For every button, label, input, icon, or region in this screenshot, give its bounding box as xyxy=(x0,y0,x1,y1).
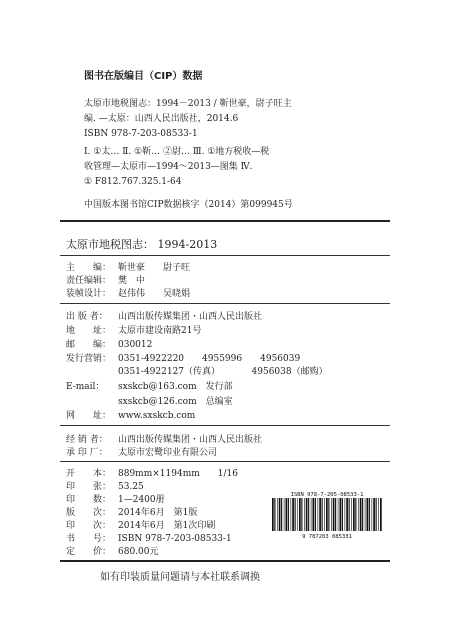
spec-label: 印 张： xyxy=(66,482,112,492)
cip-line: 太原市地税图志：1994－2013 / 靳世豪，尉子旺主 xyxy=(84,99,292,109)
credit-label: 主 编： xyxy=(66,263,112,273)
barcode-bar xyxy=(326,498,328,531)
spec-value: 1—2400册 xyxy=(118,495,165,505)
barcode-bar xyxy=(286,498,288,531)
barcode-bar xyxy=(380,498,382,531)
barcode-bar xyxy=(304,498,305,531)
barcode-bar xyxy=(369,498,370,531)
barcode-bar xyxy=(340,498,342,531)
barcode-bar xyxy=(328,498,329,531)
barcode-bar xyxy=(342,498,343,531)
barcode-bar xyxy=(372,498,373,531)
credit-value: 靳世豪 尉子旺 xyxy=(118,263,191,273)
credit-label: 责任编辑： xyxy=(66,276,112,286)
barcode-bar xyxy=(301,498,302,531)
barcode-bar xyxy=(346,498,348,531)
barcode-bar xyxy=(338,498,339,531)
publisher-label: 地 址： xyxy=(66,326,112,336)
barcode-bar xyxy=(308,498,309,531)
barcode-bar xyxy=(299,498,301,531)
publisher-value: 0351-4922220 4955996 4956039 xyxy=(118,354,301,364)
barcode-bar xyxy=(292,498,294,531)
barcode-bar xyxy=(367,498,369,531)
barcode-bar xyxy=(376,498,377,531)
publisher-label: 网 址： xyxy=(66,411,112,421)
barcode-bar xyxy=(313,498,315,531)
spec-label: 印 数： xyxy=(66,495,112,505)
book-title: 太原市地税图志： 1994-2013 xyxy=(66,238,218,251)
publisher-value: www.sxskcb.com xyxy=(118,411,196,421)
barcode-bar xyxy=(306,498,308,531)
barcode-bar xyxy=(277,498,278,531)
barcode-bar xyxy=(355,498,356,531)
spec-value: 53.25 xyxy=(118,482,144,492)
barcode-bottom-text: 9 787203 085331 xyxy=(302,534,352,539)
publisher-value: 0351-4922127（传真） 4956038（邮购） xyxy=(118,367,328,377)
cip-line: 编. —太原：山西人民出版社，2014.6 xyxy=(84,114,239,124)
barcode-bar xyxy=(279,498,281,531)
publisher-label: 发行营销： xyxy=(66,354,112,364)
barcode-bar xyxy=(319,498,321,531)
barcode-bar xyxy=(311,498,312,531)
spec-label: 定 价： xyxy=(66,547,112,557)
barcode-bar xyxy=(362,498,363,531)
barcode-bar xyxy=(360,498,362,531)
barcode-bar xyxy=(272,498,274,531)
barcode-bar xyxy=(281,498,282,531)
isbn-barcode xyxy=(268,489,386,539)
publisher-label: 出 版 者： xyxy=(66,312,108,322)
cip-line: 收管理—太原市—1994～2013—图集 Ⅳ. xyxy=(84,162,253,172)
footer-notice: 如有印装质量问题请与本社联系调换 xyxy=(100,572,260,583)
barcode-bar xyxy=(345,498,346,531)
cip-core-number: 中国版本图书馆CIP数据核字（2014）第099945号 xyxy=(84,200,293,210)
publisher-value: sxskcb@126.com 总编室 xyxy=(118,397,233,407)
barcode-bar xyxy=(349,498,350,531)
credit-value: 樊 中 xyxy=(118,276,146,286)
distribution-label: 经 销 者： xyxy=(66,435,108,445)
spec-value: 2014年6月 第1次印刷 xyxy=(118,521,216,531)
barcode-bar xyxy=(365,498,366,531)
barcode-bar xyxy=(353,498,355,531)
barcode-bar xyxy=(274,498,275,531)
publisher-value: 太原市建设南路21号 xyxy=(118,326,202,336)
barcode-graphic xyxy=(268,489,386,539)
distribution-value: 山西出版传媒集团・山西人民出版社 xyxy=(118,435,263,445)
barcode-bar xyxy=(297,498,298,531)
cip-line: ISBN 978-7-203-08533-1 xyxy=(84,129,198,139)
publisher-value: sxskcb@163.com 发行部 xyxy=(118,382,233,392)
spec-value: ISBN 978-7-203-08533-1 xyxy=(118,534,232,544)
spec-value: 2014年6月 第1版 xyxy=(118,508,198,518)
publisher-value: 030012 xyxy=(118,340,153,350)
divider xyxy=(60,461,390,462)
distribution-value: 太原市宏鹭印业有限公司 xyxy=(118,448,218,458)
barcode-bar xyxy=(322,498,323,531)
divider xyxy=(60,560,390,562)
credit-value: 赵伟伟 吴晓娟 xyxy=(118,289,191,299)
barcode-bar xyxy=(333,498,335,531)
barcode-bar xyxy=(378,498,379,531)
cip-line: ① F812.767.325.1-64 xyxy=(84,177,182,187)
divider xyxy=(60,303,390,304)
barcode-bar xyxy=(288,498,289,531)
barcode-top-text: ISBN 978-7-205-08533-1 xyxy=(290,492,364,498)
barcode-bar xyxy=(335,498,336,531)
barcode-bar xyxy=(295,498,296,531)
barcode-bar xyxy=(358,498,359,531)
barcode-bar xyxy=(318,498,319,531)
divider xyxy=(60,220,390,222)
divider xyxy=(60,255,390,256)
publisher-label: 邮 编： xyxy=(66,340,112,350)
spec-label: 印 次： xyxy=(66,521,112,531)
divider xyxy=(60,425,390,426)
spec-label: 版 次： xyxy=(66,508,112,518)
cip-line: Ⅰ. ①太… Ⅱ. ①靳… ②尉… Ⅲ. ①地方税收—税 xyxy=(84,147,270,157)
publisher-label: E-mail： xyxy=(66,382,105,392)
barcode-bar xyxy=(331,498,332,531)
spec-value: 680.00元 xyxy=(118,547,159,557)
barcode-bar xyxy=(324,498,325,531)
barcode-bar xyxy=(291,498,292,531)
barcode-bar xyxy=(373,498,375,531)
cip-heading: 图书在版编目（CIP）数据 xyxy=(84,71,203,82)
barcode-bar xyxy=(351,498,352,531)
credit-label: 装帧设计： xyxy=(66,289,112,299)
spec-value: 889mm×1194mm 1/16 xyxy=(118,469,238,479)
spec-label: 书 号： xyxy=(66,534,112,544)
publisher-value: 山西出版传媒集团・山西人民出版社 xyxy=(118,312,263,322)
spec-label: 开 本： xyxy=(66,469,112,479)
barcode-bar xyxy=(315,498,316,531)
barcode-bar xyxy=(284,498,285,531)
barcode-bars xyxy=(272,498,382,531)
distribution-label: 承 印 厂： xyxy=(66,448,108,458)
